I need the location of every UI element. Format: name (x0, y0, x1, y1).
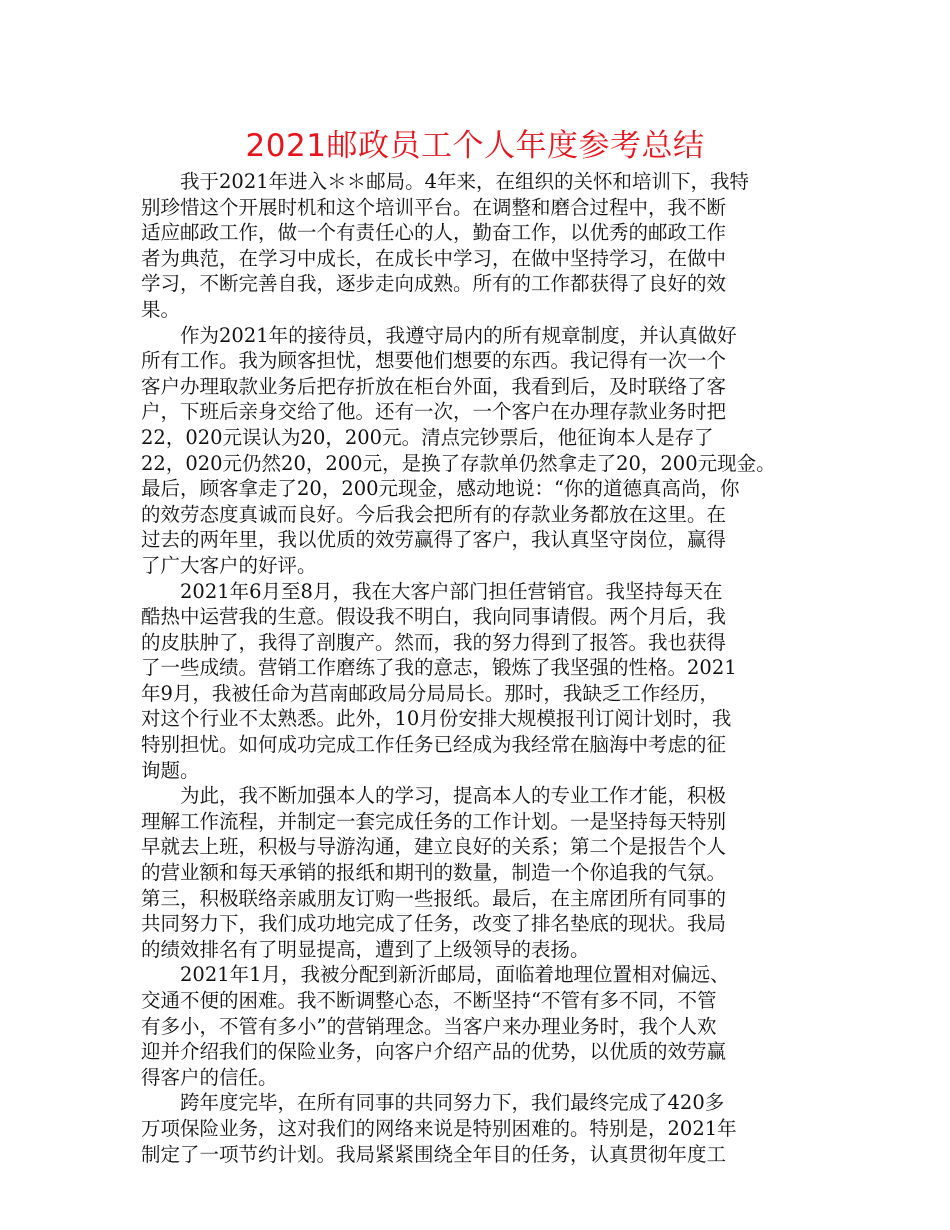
body-paragraph (141, 1090, 811, 1167)
paragraph-line: 跨年度完毕，在所有同事的共同努力下，我们最终完成了420多 (180, 1091, 725, 1115)
paragraph-line: 的绩效排名有了明显提高，遭到了上级领导的表扬。 (141, 937, 590, 961)
paragraph-line: 第三，积极联络亲戚朋友订购一些报纸。最后，在主席团所有同事的 (141, 886, 727, 910)
paragraph-line: 了广大客户的好评。 (141, 553, 317, 577)
body-paragraph (141, 323, 811, 579)
paragraph-line: 2021年6月至8月，我在大客户部门担任营销官。我坚持每天在 (180, 579, 723, 603)
document-title: 2021邮政员工个人年度参考总结 (245, 128, 705, 164)
paragraph-line: 为此，我不断加强本人的学习，提高本人的专业工作才能，积极 (180, 784, 727, 808)
paragraph-line: 询题。 (141, 758, 200, 782)
paragraph-line: 年9月，我被任命为莒南邮政局分局局长。那时，我缺乏工作经历， (141, 681, 719, 705)
paragraph-line: 客户办理取款业务后把存折放在柜台外面，我看到后，及时联络了客 (141, 374, 727, 398)
body-paragraph (141, 169, 811, 323)
paragraph-line: 制定了一项节约计划。我局紧紧围绕全年目的任务，认真贯彻年度工 (141, 1142, 727, 1166)
document-body (141, 169, 811, 1167)
paragraph-line: 了一些成绩。营销工作磨练了我的意志，锻炼了我坚强的性格。2021 (141, 656, 737, 680)
paragraph-line: 别珍惜这个开展时机和这个培训平台。在调整和磨合过程中，我不断 (141, 195, 727, 219)
paragraph-line: 户，下班后亲身交给了他。还有一次，一个客户在办理存款业务时把 (141, 400, 727, 424)
paragraph-line: 理解工作流程，并制定一套完成任务的工作计划。一是坚持每天特别 (141, 809, 727, 833)
paragraph-line: 22，020元仍然20，200元，是换了存款单仍然拿走了20，200元现金。 (141, 451, 776, 475)
paragraph-line: 学习，不断完善自我，逐步走向成熟。所有的工作都获得了良好的效 (141, 272, 727, 296)
paragraph-line: 我于2021年进入＊＊邮局。4年来，在组织的关怀和培训下，我特 (180, 170, 750, 193)
body-paragraph (141, 962, 811, 1090)
paragraph-line: 最后，顾客拿走了20，200元现金，感动地说：“你的道德真高尚，你 (141, 477, 740, 501)
paragraph-line: 2021年1月，我被分配到新沂邮局，面临着地理位置相对偏远、 (180, 963, 730, 987)
paragraph-line: 万项保险业务，这对我们的网络来说是特别困难的。特别是，2021年 (141, 1116, 737, 1140)
paragraph-line: 共同努力下，我们成功地完成了任务，改变了排名垫底的现状。我局 (141, 912, 727, 936)
paragraph-line: 有多小，不管有多小”的营销理念。当客户来办理业务时，我个人欢 (141, 1014, 717, 1038)
paragraph-line: 早就去上班，积极与导游沟通，建立良好的关系；第二个是报告个人 (141, 835, 727, 859)
paragraph-line: 特别担忧。如何成功完成工作任务已经成为我经常在脑海中考虑的征 (141, 733, 727, 757)
paragraph-line: 的效劳态度真诚而良好。今后我会把所有的存款业务都放在这里。在 (141, 502, 727, 526)
body-paragraph (141, 579, 811, 784)
paragraph-line: 得客户的信任。 (141, 1065, 278, 1089)
paragraph-line: 交通不便的困难。我不断调整心态，不断坚持“不管有多不同，不管 (141, 989, 717, 1012)
paragraph-line: 者为典范，在学习中成长，在成长中学习，在做中坚持学习，在做中 (141, 246, 727, 270)
paragraph-line: 对这个行业不太熟悉。此外，10月份安排大规模报刊订阅计划时，我 (141, 707, 732, 731)
paragraph-line: 作为2021年的接待员，我遵守局内的所有规章制度，并认真做好 (180, 323, 737, 347)
paragraph-line: 迎并介绍我们的保险业务，向客户介绍产品的优势，以优质的效劳赢 (141, 1040, 727, 1064)
body-paragraph (141, 783, 811, 962)
paragraph-line: 的皮肤肿了，我得了剖腹产。然而，我的努力得到了报答。我也获得 (141, 630, 727, 654)
paragraph-line: 22，020元误认为20，200元。清点完钞票后，他征询本人是存了 (141, 425, 714, 449)
paragraph-line: 所有工作。我为顾客担忧，想要他们想要的东西。我记得有一次一个 (141, 349, 727, 373)
paragraph-line: 过去的两年里，我以优质的效劳赢得了客户，我认真坚守岗位，赢得 (141, 528, 727, 552)
paragraph-line: 适应邮政工作，做一个有责任心的人，勤奋工作，以优秀的邮政工作 (141, 221, 727, 245)
paragraph-line: 酷热中运营我的生意。假设我不明白，我向同事请假。两个月后，我 (141, 605, 727, 629)
paragraph-line: 果。 (141, 297, 181, 321)
paragraph-line: 的营业额和每天承销的报纸和期刊的数量，制造一个你追我的气氛。 (141, 861, 727, 885)
